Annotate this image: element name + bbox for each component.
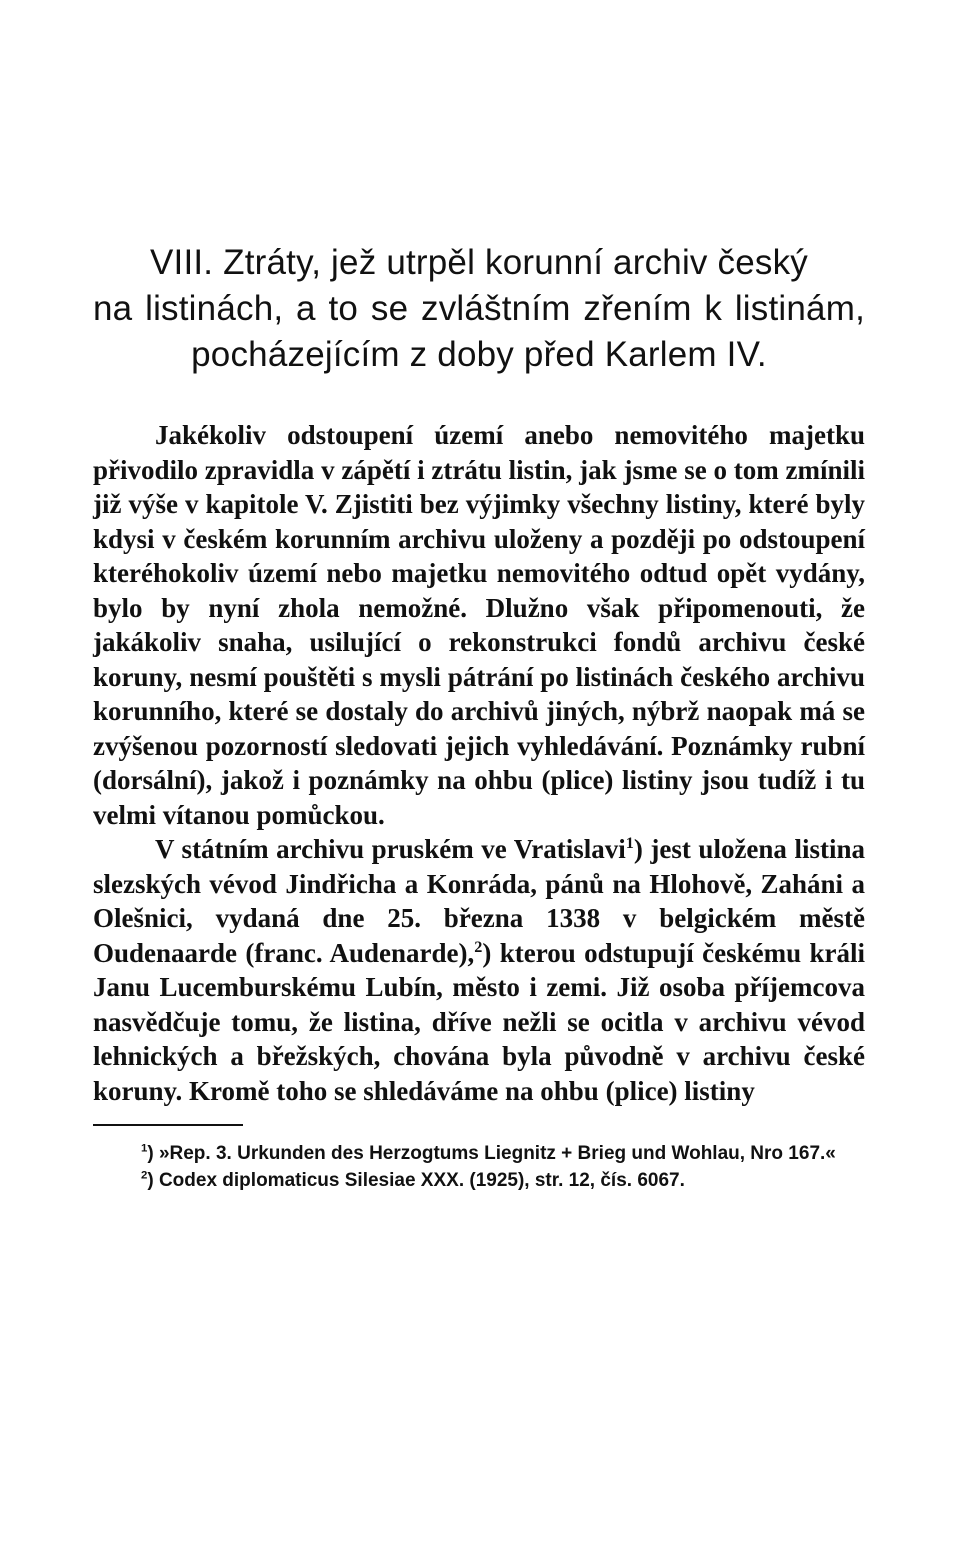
chapter-heading-line-3: pocházejícím z doby před Karlem IV.	[191, 335, 767, 374]
footnote-2-text: ) Codex diplomaticus Silesiae XXX. (1925), str. 12, čís. 6067.	[147, 1170, 685, 1191]
paragraph-2-text-part-2: ) jest uložena listina slezských vévod Jindřicha a Konráda, pánů na Hlohově, Zaháni a Olešnici, vydaná dne 25. března 1338 v belgickém městě Oudenaarde (franc. Audenarde),	[93, 834, 865, 968]
chapter-heading-line-1: VIII. Ztráty, jež utrpěl korunní archiv český	[149, 243, 809, 282]
chapter-heading	[93, 240, 865, 378]
footnote-2	[93, 1167, 865, 1194]
footnote-reference-1: 1	[625, 834, 634, 852]
paragraph-2-text-part-3: ) kterou odstupují českému králi Janu Lucemburskému Lubín, město i zemi. Již osoba příjemcova nasvědčuje tomu, že listina, dříve nežli se ocitla v archivu vévod lehnických a břežských, chována byla původně v archivu české koruny. Kromě toho se shledáváme na ohbu (plice) listiny	[93, 937, 865, 1106]
paragraph-1: Jakékoliv odstoupení území anebo nemovitého majetku přivodilo zpravidla v zápětí i ztrátu listin, jak jsme se o tom zmínili již výše v kapitole V. Zjistiti bez výjimky všechny listiny, které byly kdysi v českém korunním archivu uloženy a později po odstoupení kteréhokoliv území nebo majetku nemovitého odtud opět vydány, bylo by nyní zhola nemožné. Dlužno však připomenouti, že jakákoliv snaha, usilující o rekonstrukci fondů archivu české koruny, nesmí pouštěti s mysli pátrání po listinách českého archivu korunního, které se dostaly do archivů jiných, nýbrž naopak má se zvýšenou pozorností sledovati jejich vyhledávání. Poznámky rubní (dorsální), jakož i poznámky na ohbu (plice) listiny jsou tudíž i tu velmi vítanou pomůckou.	[93, 420, 865, 830]
chapter-body	[93, 418, 865, 1108]
paragraph-2-text-part-1: V státním archivu pruském ve Vratislavi	[155, 834, 626, 864]
footnote-reference-2: 2	[474, 937, 483, 956]
footnote-divider	[93, 1124, 243, 1126]
footnote-2-mark: 2	[141, 1169, 148, 1182]
footnotes	[93, 1140, 865, 1194]
footnote-1-text: ) »Rep. 3. Urkunden des Herzogtums Liegnitz + Brieg und Wohlau, Nro 167.«	[147, 1143, 836, 1164]
document-page	[93, 240, 865, 1194]
footnote-1-mark: 1	[141, 1142, 148, 1155]
paragraph-2	[93, 832, 865, 1108]
chapter-heading-line-2: na listinách, a to se zvláštním zřením k listinám,	[93, 289, 865, 328]
footnote-1	[93, 1140, 865, 1167]
